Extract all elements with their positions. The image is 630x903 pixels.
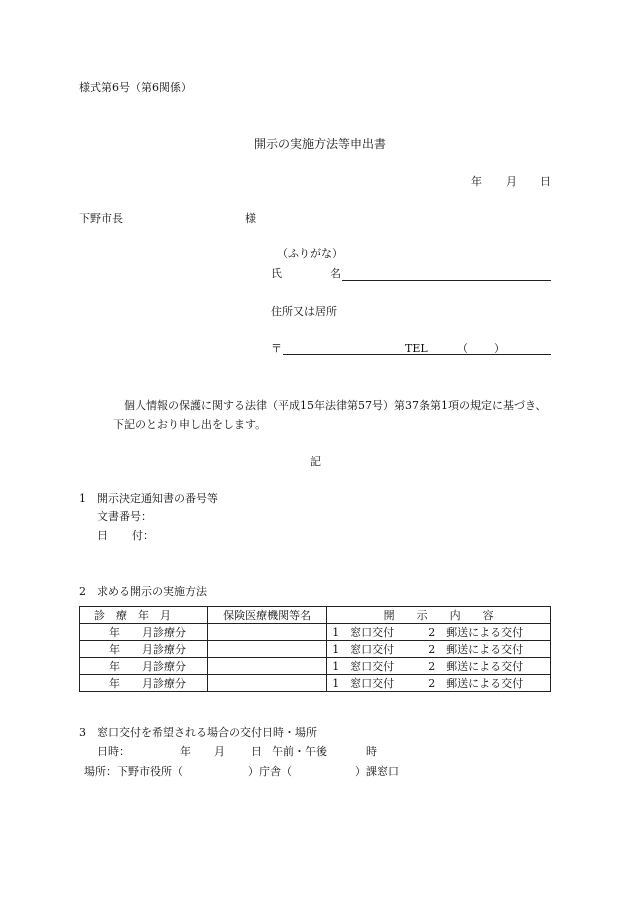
addressee-name: 下野市長 <box>79 212 123 225</box>
section3-month-label: 月 <box>214 745 225 758</box>
table-row <box>80 675 551 692</box>
institution-cell[interactable] <box>208 641 327 658</box>
institution-cell[interactable] <box>208 675 327 692</box>
table-row <box>80 658 551 675</box>
section3-year-label: 年 <box>180 745 191 758</box>
tel-label: TEL <box>405 342 428 355</box>
ki-heading: 記 <box>310 455 321 468</box>
hour-label: 時 <box>366 745 377 758</box>
postal-mark: 〒 <box>271 342 282 355</box>
address-label: 住所又は居所 <box>271 305 337 318</box>
section3-heading: 3 窓口交付を希望される場合の交付日時・場所 <box>79 726 317 739</box>
doc-number-label: 文書番号： <box>97 510 152 523</box>
header-disclosure-content: 開 示 内 容 <box>327 607 551 624</box>
treatment-date-cell[interactable]: 年 月診療分 <box>80 641 208 658</box>
form-number: 様式第6号（第6関係） <box>79 81 192 94</box>
disclosure-option-cell[interactable] <box>327 658 551 675</box>
header-institution: 保険医療機関等名 <box>208 607 327 624</box>
table-row <box>80 641 551 658</box>
place-section-label: ）課窓口 <box>355 765 399 778</box>
disclosure-option-cell[interactable] <box>327 624 551 641</box>
institution-cell[interactable] <box>208 624 327 641</box>
body-line-1: 個人情報の保護に関する法律（平成15年法律第57号）第37条第1項の規定に基づき、 <box>124 399 547 412</box>
option-window[interactable]: 1 窓口交付 <box>332 625 395 639</box>
datetime-label: 日時： <box>97 745 130 758</box>
ampm-label: 午前・午後 <box>272 745 327 758</box>
table-header-row <box>80 607 551 624</box>
addressee-honorific: 様 <box>245 212 256 225</box>
date-month-label: 月 <box>506 175 517 188</box>
tel-paren-close: ） <box>494 342 505 355</box>
disclosure-option-cell[interactable] <box>327 641 551 658</box>
option-window[interactable]: 1 窓口交付 <box>332 659 395 673</box>
disclosure-methods-table <box>79 606 551 692</box>
section1-heading: 1 開示決定通知書の番号等 <box>79 492 218 505</box>
option-mail[interactable]: 2 郵送による交付 <box>428 625 524 639</box>
disclosure-option-cell[interactable] <box>327 675 551 692</box>
treatment-date-cell[interactable]: 年 月診療分 <box>80 624 208 641</box>
date-label-second: 付： <box>132 529 154 542</box>
treatment-date-cell[interactable]: 年 月診療分 <box>80 675 208 692</box>
option-window[interactable]: 1 窓口交付 <box>332 642 395 656</box>
header-treatment-date: 診 療 年 月 <box>80 607 208 624</box>
option-mail[interactable]: 2 郵送による交付 <box>428 676 524 690</box>
table-row <box>80 624 551 641</box>
name-underline[interactable] <box>342 280 551 281</box>
place-label: 場所：下野市役所（ <box>84 765 183 778</box>
furigana-label: （ふりがな） <box>277 247 343 260</box>
date-year-label: 年 <box>471 175 482 188</box>
name-label-first: 氏 <box>271 267 282 280</box>
place-building-label: ）庁舎（ <box>248 765 292 778</box>
option-mail[interactable]: 2 郵送による交付 <box>428 642 524 656</box>
option-window[interactable]: 1 窓口交付 <box>332 676 395 690</box>
date-day-label: 日 <box>540 175 551 188</box>
name-label-second: 名 <box>330 267 341 280</box>
date-label-first: 日 <box>97 529 108 542</box>
section2-heading: 2 求める開示の実施方法 <box>79 585 207 598</box>
institution-cell[interactable] <box>208 658 327 675</box>
tel-paren-open: （ <box>457 342 468 355</box>
option-mail[interactable]: 2 郵送による交付 <box>428 659 524 673</box>
section3-day-label: 日 <box>251 745 262 758</box>
body-line-2: 下記のとおり申し出をします。 <box>113 418 267 431</box>
document-title: 開示の実施方法等申出書 <box>254 137 387 151</box>
treatment-date-cell[interactable]: 年 月診療分 <box>80 658 208 675</box>
